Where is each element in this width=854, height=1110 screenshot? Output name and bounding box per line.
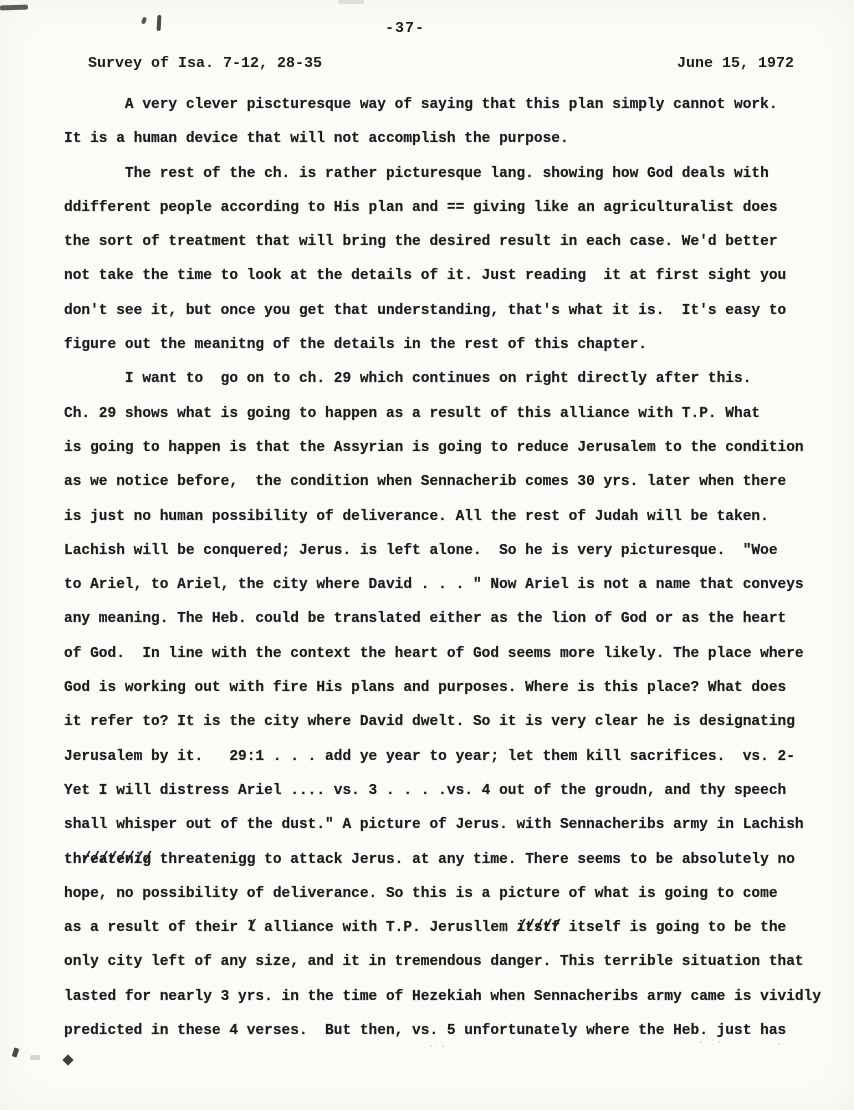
- text-line: [64, 568, 839, 602]
- text-line: [64, 294, 839, 328]
- text-segment: God is working out with fire His plans and purposes. Where is this place? What does: [64, 680, 787, 697]
- text-segment: figure out the meanitng of the details in the rest of this chapter.: [64, 337, 647, 354]
- text-line: [64, 122, 839, 156]
- text-line: [64, 362, 839, 396]
- text-segment: as we notice before, the condition when Sennacherib comes 30 yrs. later when there: [64, 474, 787, 491]
- text-line: [64, 88, 839, 122]
- text-segment: alliance with T.P. Jerusllem: [255, 920, 517, 937]
- text-segment: Jerusalem by it. 29:1 . . . add ye year to year; let them kill sacrifices. vs. 2-: [64, 748, 795, 765]
- text-line: [64, 225, 839, 259]
- text-segment: ddifferent people according to His plan and == giving like an agriculturalist does: [64, 199, 778, 216]
- text-segment: th: [64, 851, 82, 868]
- overstruck-text: l /: [247, 911, 256, 945]
- text-line: [64, 705, 839, 739]
- text-segment: as a result of their: [64, 920, 247, 937]
- text-segment: It is a human device that will not accomplish the purpose.: [64, 131, 569, 148]
- text-segment: predicted in these 4 verses. But then, vs. 5 unfortunately where the Heb. just has: [64, 1023, 787, 1040]
- ink-smudge: [157, 15, 162, 31]
- text-segment: Ch. 29 shows what is going to happen as a result of this alliance with T.P. What: [64, 405, 761, 422]
- text-segment: A very clever piscturesque way of saying that this plan simply cannot work.: [64, 97, 778, 113]
- ink-smudge: [338, 0, 364, 4]
- text-line: [64, 637, 839, 671]
- text-line: [64, 431, 839, 465]
- text-segment: lasted for nearly 3 yrs. in the time of Hezekiah when Sennacheribs army came is vividly: [64, 988, 822, 1005]
- page-number: -37-: [384, 20, 425, 37]
- text-segment: itself is going to be the: [560, 920, 787, 937]
- text-segment: shall whisper out of the dust." A picture of Jerus. with Sennacheribs army in Lachish: [64, 817, 804, 834]
- document-body: [64, 88, 839, 1048]
- text-line: [64, 157, 839, 191]
- overstruck-text: itstf /////: [516, 911, 560, 945]
- ink-speckles: ˙·: [770, 1040, 783, 1051]
- text-line: [64, 328, 839, 362]
- text-line: [64, 843, 839, 877]
- text-line: [64, 877, 839, 911]
- ink-smudge: [12, 1047, 20, 1057]
- text-segment: any meaning. The Heb. could be translated either as the lion of God or as the heart: [64, 611, 787, 628]
- text-segment: hope, no possibility of deliverance. So this is a picture of what is going to come: [64, 885, 778, 902]
- text-segment: The rest of the ch. is rather picturesque lang. showing how God deals with: [64, 165, 769, 182]
- text-segment: don't see it, but once you get that understanding, that's what it is. It's easy to: [64, 302, 787, 319]
- header-date: June 15, 1972: [676, 55, 794, 72]
- text-line: [64, 259, 839, 293]
- text-segment: not take the time to look at the details of it. Just reading it at first sight you: [64, 268, 787, 285]
- text-line: [64, 397, 839, 431]
- header-title: Survey of Isa. 7-12, 28-35: [88, 55, 323, 72]
- text-line: [64, 774, 839, 808]
- ink-speckles: ·˙·: [428, 1042, 447, 1053]
- paragraph: [64, 157, 839, 363]
- text-line: [64, 500, 839, 534]
- ink-smudge: [0, 5, 28, 11]
- overstruck-text: reatenig ////////: [81, 843, 151, 877]
- ink-smudge: [62, 1054, 73, 1065]
- ink-smudge: [30, 1055, 40, 1060]
- text-segment: threatenigg to attack Jerus. at any time. There seems to be absolutely no: [151, 851, 795, 868]
- paragraph: [64, 362, 839, 1048]
- text-segment: Yet I will distress Ariel .... vs. 3 . . . .vs. 4 out of the groudn, and thy speech: [64, 782, 787, 799]
- text-segment: of God. In line with the context the heart of God seems more likely. The place where: [64, 645, 804, 662]
- text-segment: is going to happen is that the Assyrian is going to reduce Jerusalem to the condition: [64, 439, 804, 456]
- text-line: [64, 945, 839, 979]
- text-segment: to Ariel, to Ariel, the city where David . . . " Now Ariel is not a name that conveys: [64, 577, 804, 594]
- page-header: [88, 55, 794, 72]
- ink-speckles: ·˙ː·: [698, 1038, 723, 1049]
- text-line: [64, 465, 839, 499]
- text-segment: I want to go on to ch. 29 which continues on right directly after this.: [64, 371, 752, 388]
- text-line: [64, 191, 839, 225]
- text-segment: it refer to? It is the city where David dwelt. So it is very clear he is designating: [64, 714, 795, 731]
- text-line: [64, 740, 839, 774]
- text-line: [64, 602, 839, 636]
- paragraph: [64, 88, 839, 157]
- text-segment: the sort of treatment that will bring the desired result in each case. We'd better: [64, 234, 778, 251]
- text-segment: only city left of any size, and it in tremendous danger. This terrible situation that: [64, 954, 804, 971]
- text-segment: is just no human possibility of deliverance. All the rest of Judah will be taken.: [64, 508, 769, 525]
- text-line: [64, 808, 839, 842]
- text-line: [64, 671, 839, 705]
- text-line: [64, 980, 839, 1014]
- text-line: [64, 911, 839, 945]
- text-line: [64, 534, 839, 568]
- text-segment: Lachish will be conquered; Jerus. is left alone. So he is very picturesque. "Woe: [64, 542, 778, 559]
